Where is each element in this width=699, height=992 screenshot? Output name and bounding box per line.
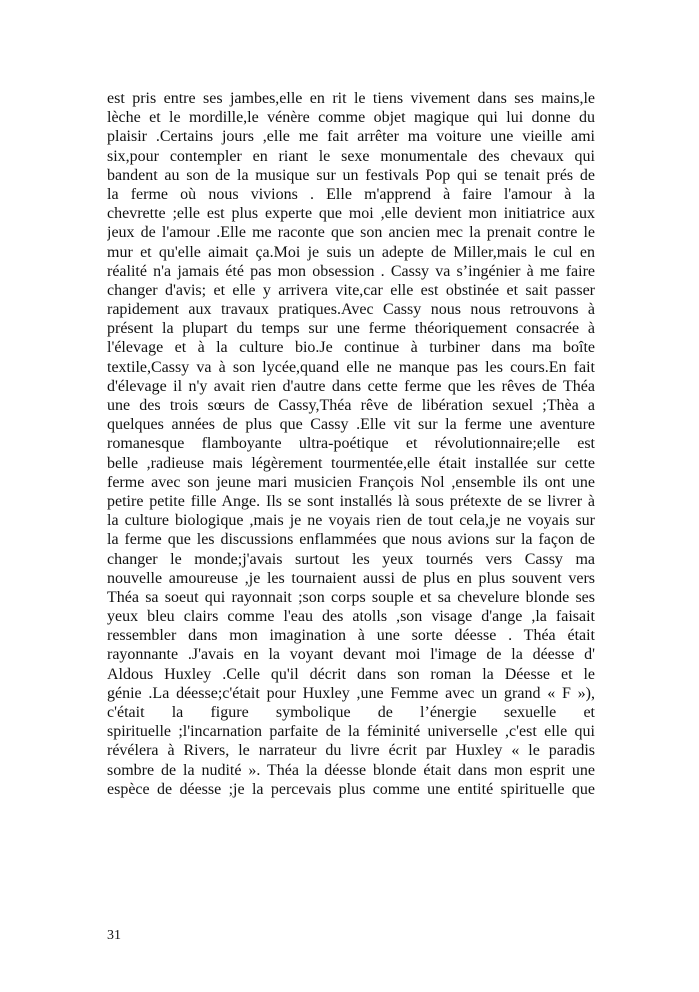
text-line: yeux bleu clairs comme l'eau des atolls ,son visage d'ange ,la faisait bbox=[107, 608, 595, 626]
text-line: la ferme où nous vivions . Elle m'apprend à faire l'amour à la bbox=[107, 185, 595, 203]
text-line: révélera à Rivers, le narrateur du livre écrit par Huxley « le paradis bbox=[107, 742, 595, 760]
text-line: changer le monde;j'avais surtout les yeux tournés vers Cassy ma bbox=[107, 550, 595, 568]
text-line: mur et qu'elle aimait ça.Moi je suis un adepte de Miller,mais le cul en bbox=[107, 243, 595, 261]
text-line: réalité n'a jamais été pas mon obsession . Cassy va s’ingénier à me faire bbox=[107, 262, 595, 280]
text-line: changer d'avis; et elle y arrivera vite,car elle est obstinée et sait passer bbox=[107, 281, 595, 299]
text-line: Aldous Huxley .Celle qu'il décrit dans son roman la Déesse et le bbox=[107, 665, 595, 683]
body-text bbox=[107, 89, 595, 799]
text-line: rapidement aux travaux pratiques.Avec Cassy nous nous retrouvons à bbox=[107, 301, 595, 319]
text-line: génie .La déesse;c'était pour Huxley ,une Femme avec un grand « F »), bbox=[107, 684, 595, 702]
text-line: présent la plupart du temps sur une ferme théoriquement consacrée à bbox=[107, 320, 595, 338]
text-line: l'élevage et à la culture bio.Je continue à turbiner dans ma boîte bbox=[107, 339, 595, 357]
text-line: une des trois sœurs de Cassy,Théa rêve de libération sexuel ;Thèa a bbox=[107, 397, 595, 414]
text-line: spirituelle ;l'incarnation parfaite de la féminité universelle ,c'est elle qui bbox=[107, 723, 595, 741]
text-line: la ferme que les discussions enflammées que nous avions sur la façon de bbox=[107, 531, 595, 549]
text-line: nouvelle amoureuse ,je les tournaient aussi de plus en plus souvent vers bbox=[107, 569, 595, 587]
text-line: lèche et le mordille,le vénère comme objet magique qui lui donne du bbox=[107, 109, 595, 127]
text-line: chevrette ;elle est plus experte que moi ,elle devient mon initiatrice aux bbox=[107, 205, 595, 223]
text-line: textile,Cassy va à son lycée,quand elle ne manque pas les cours.En fait bbox=[107, 358, 595, 376]
text-line: ressembler dans mon imagination à une sorte déesse . Théa était bbox=[107, 627, 595, 645]
text-line: bandent au son de la musique sur un festivals Pop qui se tenait prés de bbox=[107, 166, 595, 184]
text-line: sombre de la nudité ». Théa la déesse blonde était dans mon esprit une bbox=[107, 761, 595, 779]
text-line: belle ,radieuse mais légèrement tourmentée,elle était installée sur cette bbox=[107, 454, 595, 472]
text-line: petire petite fille Ange. Ils se sont installés là sous prétexte de se livrer à bbox=[107, 492, 595, 510]
text-line: est pris entre ses jambes,elle en rit le tiens vivement dans ses mains,le bbox=[107, 90, 595, 107]
text-line: romanesque flamboyante ultra-poétique et révolutionnaire;elle est bbox=[107, 435, 595, 453]
text-line: rayonnante .J'avais en la voyant devant moi l'image de la déesse d' bbox=[107, 646, 595, 664]
text-line: ferme avec son jeune mari musicien François Nol ,ensemble ils ont une bbox=[107, 473, 595, 491]
text-line: quelques années de plus que Cassy .Elle vit sur la ferme une aventure bbox=[107, 416, 595, 434]
text-line: la culture biologique ,mais je ne voyais rien de tout cela,je ne voyais sur bbox=[107, 512, 595, 530]
text-line: jeux de l'amour .Elle me raconte que son ancien mec la prenait contre le bbox=[107, 224, 595, 242]
text-line: d'élevage il n'y avait rien d'autre dans cette ferme que les rêves de Théa bbox=[107, 377, 595, 395]
text-line: Théa sa soeut qui rayonnait ;son corps souple et sa chevelure blonde ses bbox=[107, 588, 595, 606]
text-line: plaisir .Certains jours ,elle me fait arrêter ma voiture une vieille ami bbox=[107, 128, 595, 146]
text-line: espèce de déesse ;je la percevais plus comme une entité spirituelle que bbox=[107, 780, 595, 798]
page-number: 31 bbox=[107, 928, 121, 943]
text-line: six,pour contempler en riant le sexe monumentale des chevaux qui bbox=[107, 147, 595, 165]
text-line: c'était la figure symbolique de l’énergie sexuelle et bbox=[107, 704, 595, 721]
